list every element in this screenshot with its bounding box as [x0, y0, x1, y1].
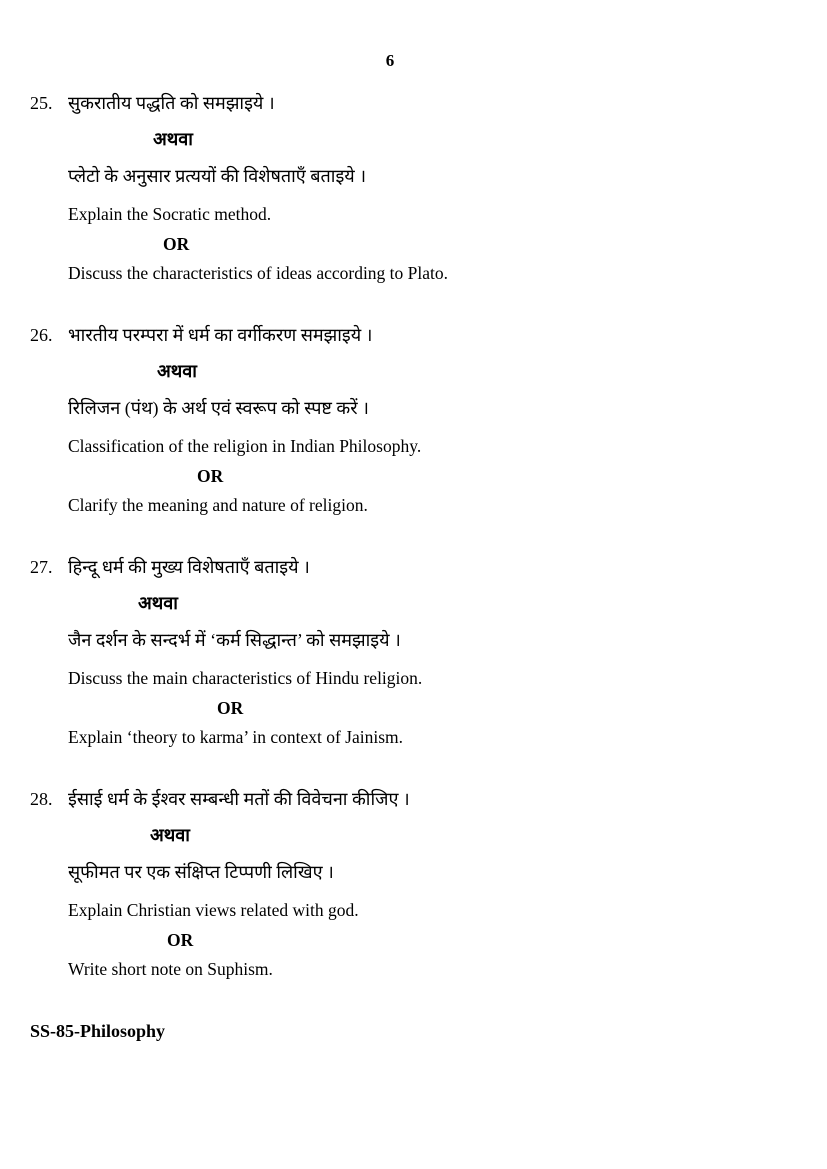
question-hindi-main: सुकरातीय पद्धति को समझाइये ।	[68, 93, 275, 113]
question-hindi-alt: जैन दर्शन के सन्दर्भ में ‘कर्म सिद्धान्त’ को समझाइये ।	[68, 630, 401, 650]
or-label-english: OR	[197, 466, 224, 486]
or-label-english: OR	[217, 698, 244, 718]
question-main-row	[30, 324, 787, 347]
question-number: 25.	[30, 93, 53, 113]
question-number: 27.	[30, 557, 53, 577]
question-hindi-main: हिन्दू धर्म की मुख्य विशेषताएँ बताइये ।	[68, 557, 310, 577]
question-english-alt: Discuss the characteristics of ideas according to Plato.	[68, 263, 449, 283]
question-main-row	[30, 788, 787, 811]
question-hindi-main: ईसाई धर्म के ईश्वर सम्बन्धी मतों की विवेचना कीजिए ।	[68, 789, 410, 809]
question-27	[30, 556, 787, 748]
page-number: 6	[385, 51, 395, 70]
or-label-english: OR	[167, 930, 194, 950]
question-hindi-alt: रिलिजन (पंथ) के अर्थ एवं स्वरूप को स्पष्ट करें ।	[68, 398, 369, 418]
question-english-alt: Clarify the meaning and nature of religion.	[68, 495, 368, 515]
or-label-hindi: अथवा	[138, 593, 178, 613]
paper-code: SS-85-Philosophy	[30, 1021, 166, 1041]
or-label-hindi: अथवा	[153, 129, 193, 149]
question-number: 26.	[30, 325, 53, 345]
or-label-english: OR	[163, 234, 190, 254]
question-number: 28.	[30, 789, 53, 809]
question-28	[30, 788, 787, 980]
question-main-row	[30, 556, 787, 579]
question-english-main: Discuss the main characteristics of Hindu religion.	[68, 668, 423, 688]
or-label-hindi: अथवा	[157, 361, 197, 381]
question-hindi-alt: प्लेटो के अनुसार प्रत्ययों की विशेषताएँ बताइये ।	[68, 166, 367, 186]
question-english-main: Explain the Socratic method.	[68, 204, 272, 224]
question-hindi-alt: सूफीमत पर एक संक्षिप्त टिप्पणी लिखिए ।	[68, 862, 334, 882]
question-26	[30, 324, 787, 516]
question-main-row	[30, 92, 787, 115]
question-english-main: Classification of the religion in Indian Philosophy.	[68, 436, 422, 456]
question-english-alt: Explain ‘theory to karma’ in context of Jainism.	[68, 727, 404, 747]
question-25	[30, 92, 787, 284]
question-english-main: Explain Christian views related with god.	[68, 900, 359, 920]
question-english-alt: Write short note on Suphism.	[68, 959, 273, 979]
or-label-hindi: अथवा	[150, 825, 190, 845]
question-hindi-main: भारतीय परम्परा में धर्म का वर्गीकरण समझाइये ।	[68, 325, 373, 345]
